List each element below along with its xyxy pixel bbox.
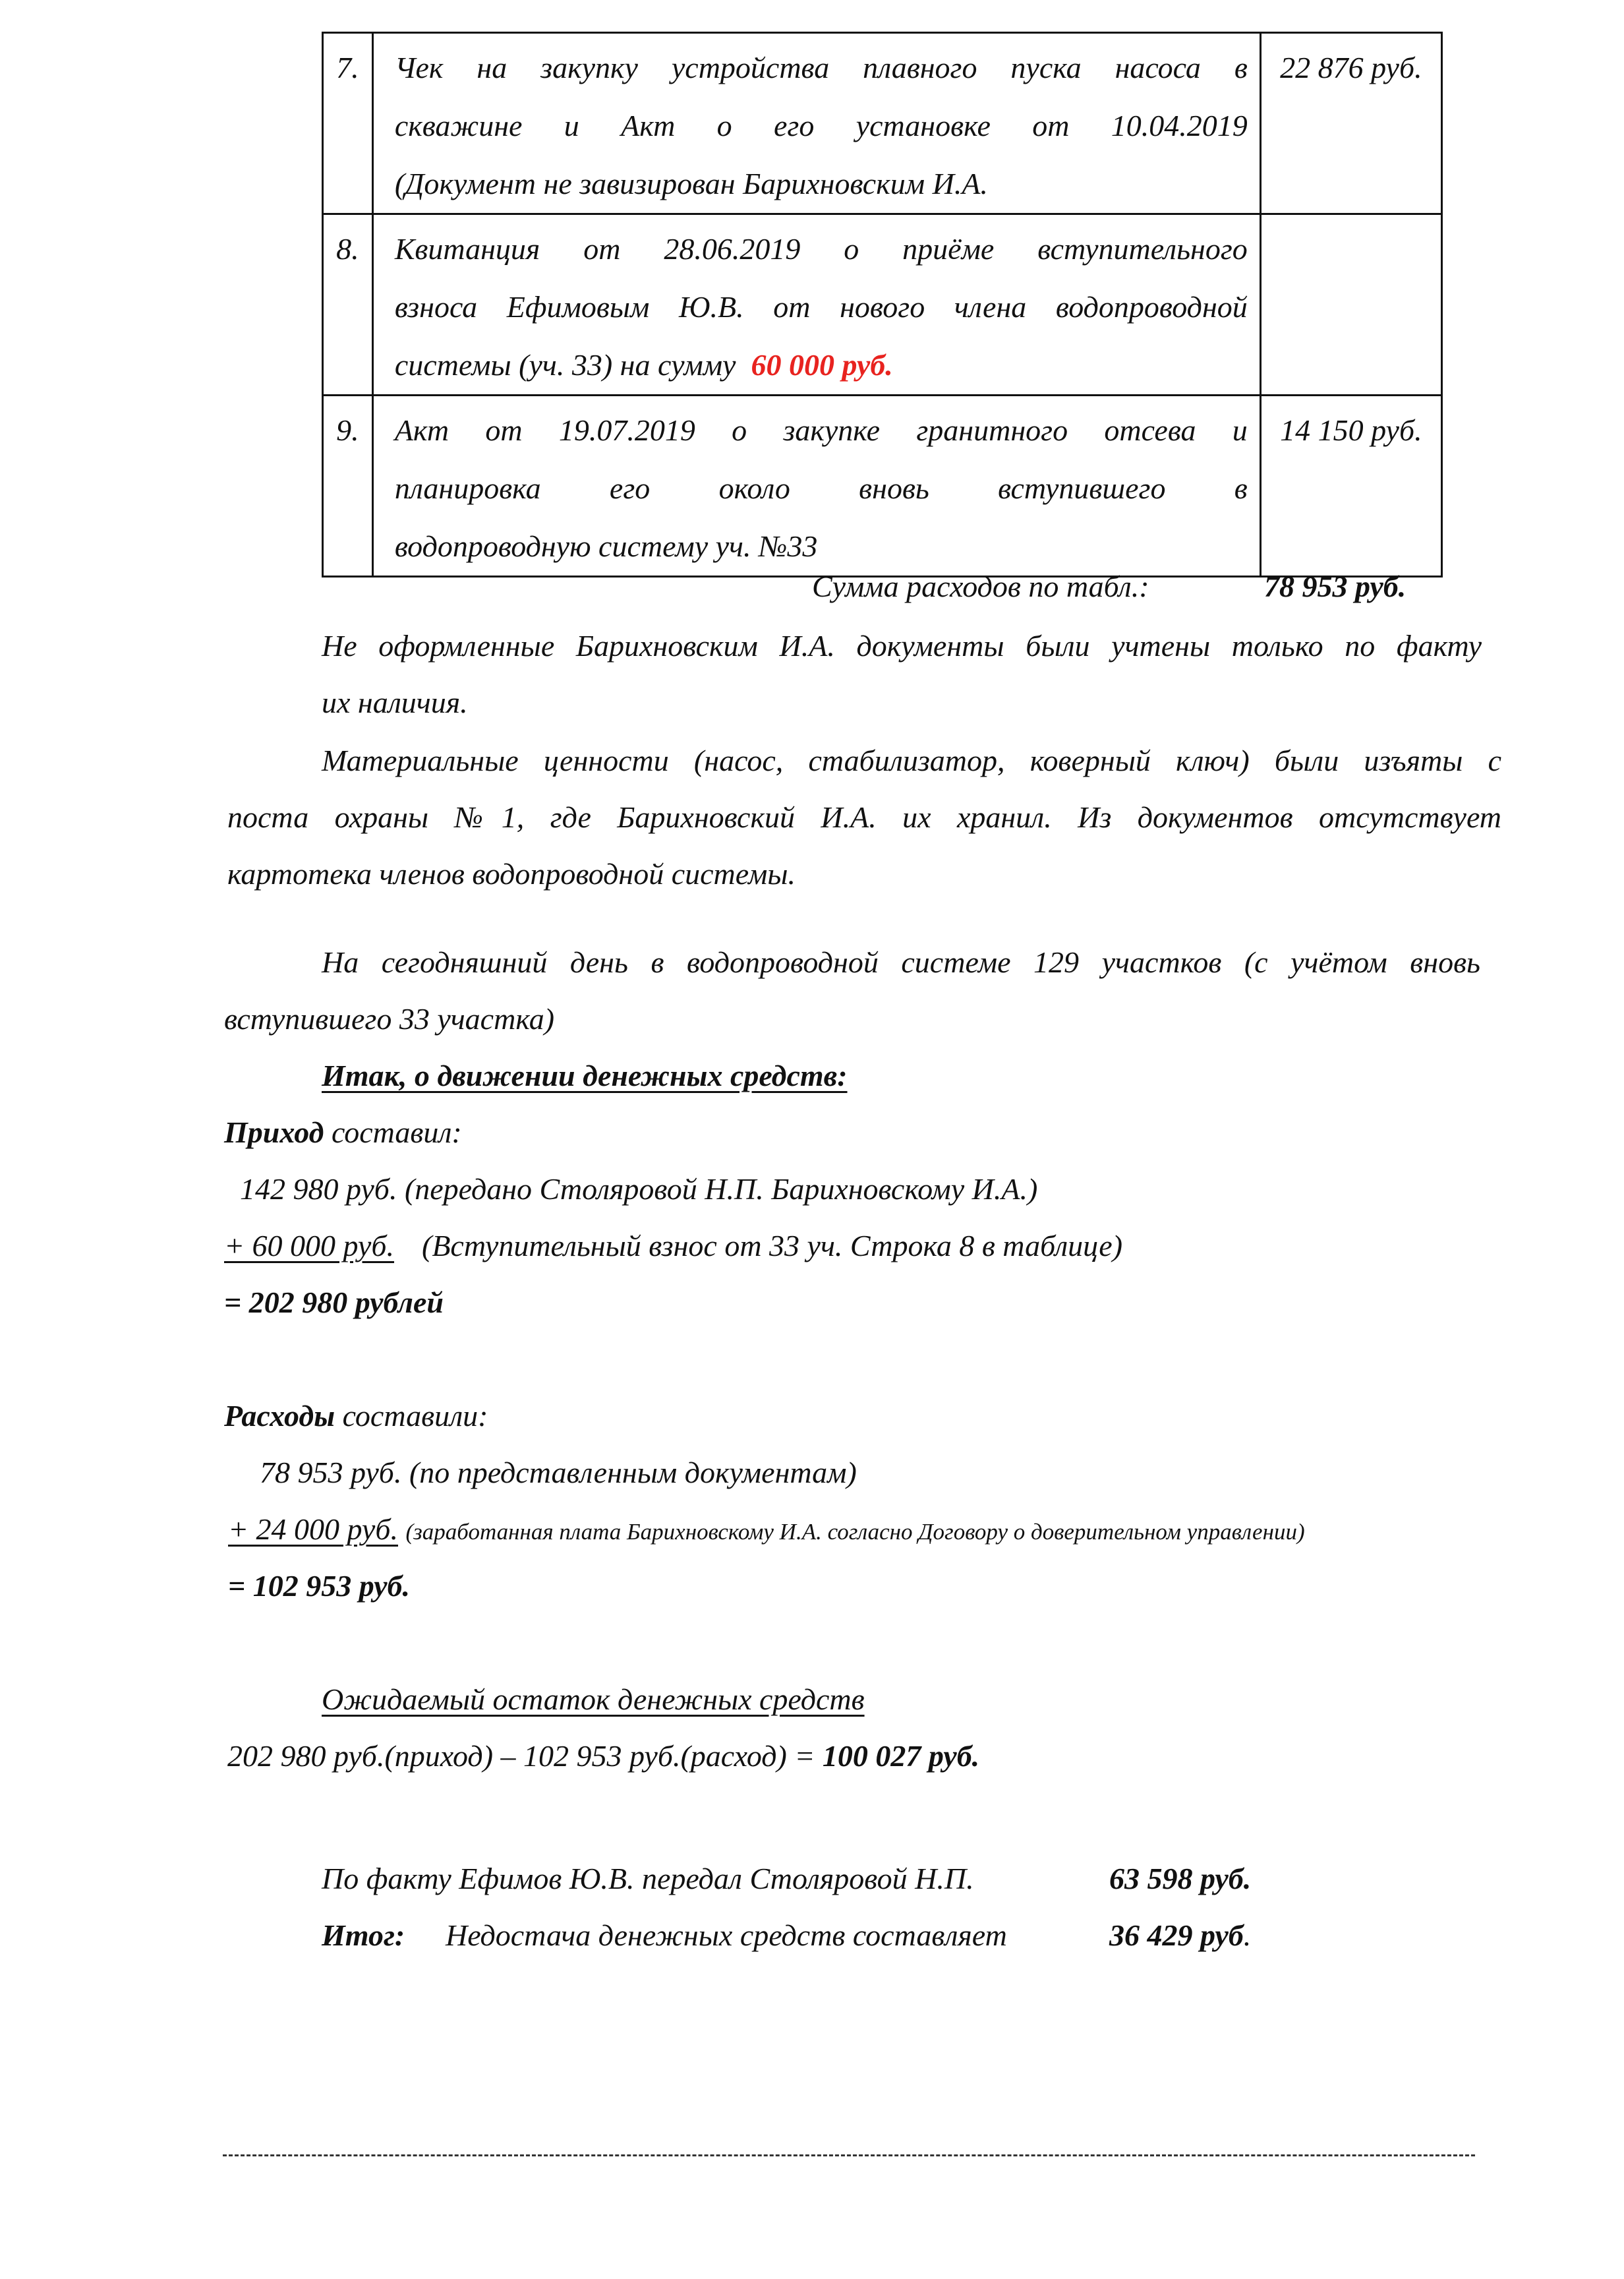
row-amount <box>1260 214 1441 396</box>
paragraph-line: картотека членов водопроводной системы. <box>227 857 796 891</box>
income-line: 142 980 руб. (передано Столяровой Н.П. Барихновскому И.А.) <box>240 1172 1038 1206</box>
income-total: = 202 980 рублей <box>224 1286 444 1319</box>
row-description: Акт от 19.07.2019 о закупке гранитного отсева и планировка его около вновь вступившего в водопроводную систему уч. №33 <box>372 396 1260 577</box>
expense-header: Расходы составили: <box>224 1399 488 1433</box>
table-row <box>323 396 1442 577</box>
table-total-value: 78 953 руб. <box>1264 570 1406 603</box>
row-amount: 22 876 руб. <box>1260 33 1441 214</box>
table-total-label: Сумма расходов по табл.: <box>812 570 1149 603</box>
expenses-table <box>322 32 1443 577</box>
paragraph-line: их наличия. <box>322 686 468 719</box>
fact-text: По факту Ефимов Ю.В. передал Столяровой Н.П. <box>322 1862 974 1895</box>
expense-line: 78 953 руб. (по представленным документам) <box>260 1456 857 1489</box>
paragraph-line: Не оформленные Барихновским И.А. документы были учтены только по факту <box>322 629 1482 663</box>
paragraph-line: вступившего 33 участка) <box>224 1002 555 1036</box>
result-label: Итог: <box>322 1918 405 1952</box>
table-row <box>323 33 1442 214</box>
income-header: Приход составил: <box>224 1115 462 1149</box>
balance-heading: Ожидаемый остаток денежных средств <box>322 1682 865 1716</box>
fact-value: 63 598 руб. <box>1109 1862 1252 1895</box>
balance-formula: 202 980 руб.(приход) – 102 953 руб.(расход) = 100 027 руб. <box>227 1739 980 1773</box>
row-number: 9. <box>323 396 373 577</box>
shortage-value: 36 429 руб. <box>1109 1918 1252 1952</box>
row-amount: 14 150 руб. <box>1260 396 1441 577</box>
row-number: 7. <box>323 33 373 214</box>
paragraph-line: На сегодняшний день в водопроводной системе 129 участков (с учётом вновь <box>322 945 1480 979</box>
section-heading: Итак, о движении денежных средств: <box>322 1059 848 1092</box>
dashed-divider <box>223 2154 1475 2156</box>
row-number: 8. <box>323 214 373 396</box>
paragraph-line: поста охраны №1, где Барихновский И.А. их хранил. Из документов отсутствует <box>227 800 1501 834</box>
row-description: Квитанция от 28.06.2019 о приёме вступительного взноса Ефимовым Ю.В. от нового члена водопроводной системы (уч. 33) на сумму 60 000 руб. <box>372 214 1260 396</box>
paragraph-line: Материальные ценности (насос, стабилизатор, коверный ключ) были изъяты с <box>322 744 1501 777</box>
table-row <box>323 214 1442 396</box>
expense-line: + 24 000 руб. (заработанная плата Барихновскому И.А. согласно Договору о доверительном управлении) <box>228 1512 1305 1546</box>
expense-total: = 102 953 руб. <box>228 1569 410 1603</box>
result-text: Недостача денежных средств составляет <box>446 1918 1007 1952</box>
row-description: Чек на закупку устройства плавного пуска насоса в скважине и Акт о его установке от 10.04.2019 (Документ не завизирован Барихновским И.А. <box>372 33 1260 214</box>
income-line: + 60 000 руб. (Вступительный взнос от 33 уч. Строка 8 в таблице) <box>224 1229 1123 1262</box>
highlighted-amount: 60 000 руб. <box>751 348 893 382</box>
